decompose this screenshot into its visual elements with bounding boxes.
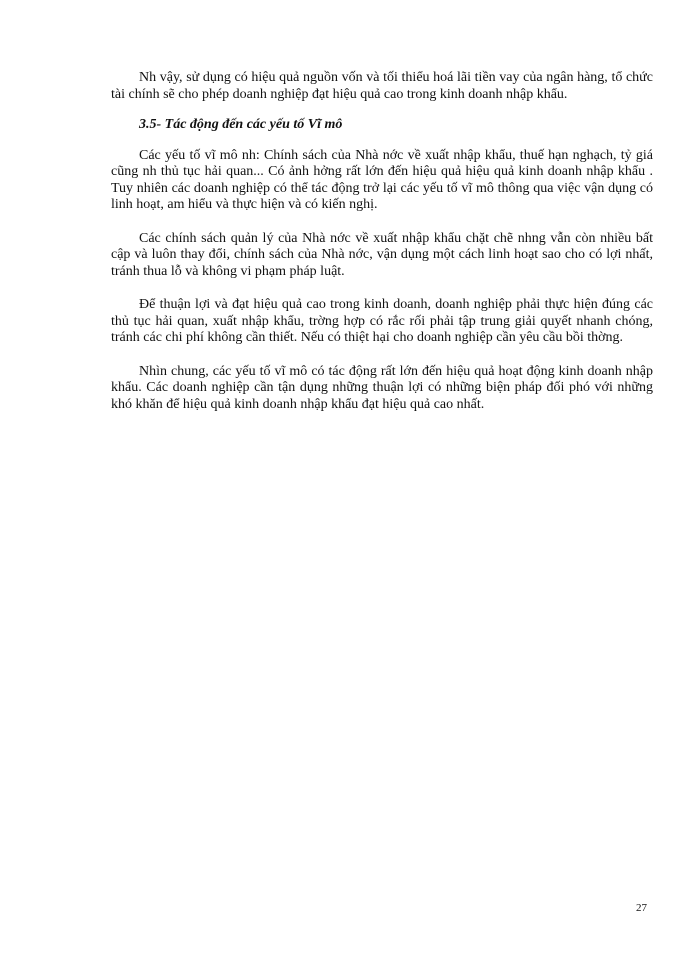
- paragraph-conclusion: Nhìn chung, các yếu tố vĩ mô có tác động rất lớn đến hiệu quả hoạt động kinh doanh nhập khẩu. Các doanh nghiệp cần tận dụng những thuận lợi có những biện pháp đối phó với những khó khăn để hiệu quả kinh doanh nhập khẩu đạt hiệu quả cao nhất.: [111, 363, 653, 412]
- paragraph-customs-procedures: Để thuận lợi và đạt hiệu quả cao trong kinh doanh, doanh nghiệp phải thực hiện đúng các thủ tục hải quan, xuất nhập khẩu, trờng hợp có rắc rối phải tập trung giải quyết nhanh chóng, tránh các chi phí không cần thiết. Nếu có thiệt hại cho doanh nghiệp cần yêu cầu bồi thờng.: [111, 297, 653, 345]
- page-number: 27: [636, 902, 647, 914]
- paragraph-macro-factors: Các yếu tố vĩ mô nh: Chính sách của Nhà nớc về xuất nhập khẩu, thuế hạn nghạch, tỷ giá cũng nh thủ tục hải quan... Có ảnh hởng rất lớn đến hiệu quả hiệu quả kinh doanh nhập khẩu . Tuy nhiên các doanh nghiệp có thể tác động trở lại các yếu tố vĩ mô thông qua việc vận dụng có linh hoạt, am hiểu và thực hiện và có kiến nghị.: [111, 147, 653, 212]
- paragraph-intro: Nh vậy, sử dụng có hiệu quả nguồn vốn và tối thiểu hoá lãi tiền vay của ngân hàng, tổ chức tài chính sẽ cho phép doanh nghiệp đạt hiệu quả cao trong kinh doanh nhập khẩu.: [111, 70, 653, 102]
- paragraph-state-policy: Các chính sách quản lý của Nhà nớc về xuất nhập khẩu chặt chẽ nhng vẫn còn nhiều bất cập và luôn thay đổi, chính sách của Nhà nớc, vận dụng một cách linh hoạt sao cho có lợi nhất, tránh thua lỗ và không vi phạm pháp luật.: [111, 230, 653, 279]
- document-body: [111, 70, 653, 413]
- section-heading: 3.5- Tác động đến các yếu tố Vĩ mô: [139, 117, 343, 132]
